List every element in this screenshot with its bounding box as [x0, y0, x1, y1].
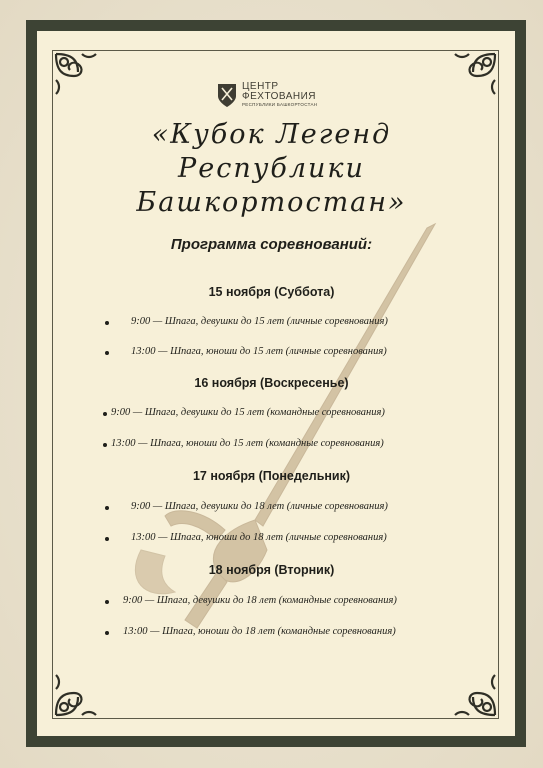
schedule-item: 9:00 — Шпага, девушки до 18 лет (личные соревнования): [131, 501, 388, 512]
bullet-icon: [103, 443, 107, 447]
day-heading: 16 ноября (Воскресенье): [194, 376, 349, 390]
logo-line-3: РЕСПУБЛИКИ БАШКОРТОСТАН: [242, 102, 318, 108]
bullet-icon: [105, 537, 109, 541]
title-line-3: Башкортостан»: [136, 187, 407, 218]
bullet-icon: [105, 321, 109, 325]
ornament-corner-icon: [451, 671, 499, 719]
schedule-item: 13:00 — Шпага, юноши до 18 лет (личные соревнования): [131, 532, 387, 543]
event-title: [60, 118, 483, 220]
day-heading: 18 ноября (Вторник): [208, 563, 335, 577]
logo-line-2: ФЕХТОВАНИЯ: [242, 91, 317, 103]
ornament-corner-icon: [52, 50, 100, 98]
bullet-icon: [103, 412, 107, 416]
schedule-item: 13:00 — Шпага, юноши до 15 лет (командные соревнования): [111, 438, 384, 449]
schedule-item: 13:00 — Шпага, юноши до 18 лет (командные соревнования): [123, 626, 396, 637]
program-heading: Программа соревнований:: [170, 236, 373, 253]
bullet-icon: [105, 600, 109, 604]
bullet-icon: [105, 631, 109, 635]
ornament-corner-icon: [52, 671, 100, 719]
title-line-2: Республики: [178, 153, 365, 184]
day-heading: 17 ноября (Понедельник): [192, 469, 351, 483]
schedule-item: 13:00 — Шпага, юноши до 15 лет (личные соревнования): [131, 346, 387, 357]
schedule-item: 9:00 — Шпага, девушки до 15 лет (командные соревнования): [111, 407, 385, 418]
day-heading: 15 ноября (Суббота): [208, 285, 335, 299]
ornament-corner-icon: [451, 50, 499, 98]
schedule-item: 9:00 — Шпага, девушки до 18 лет (командные соревнования): [123, 595, 397, 606]
schedule-item: 9:00 — Шпага, девушки до 15 лет (личные соревнования): [131, 316, 388, 327]
title-line-1: «Кубок Легенд: [151, 119, 392, 150]
logo: [216, 80, 317, 110]
bullet-icon: [105, 506, 109, 510]
bullet-icon: [105, 351, 109, 355]
logo-line-1: ЦЕНТР: [242, 81, 279, 93]
sword-watermark-icon: [105, 220, 445, 640]
crossed-swords-icon: [216, 82, 238, 108]
